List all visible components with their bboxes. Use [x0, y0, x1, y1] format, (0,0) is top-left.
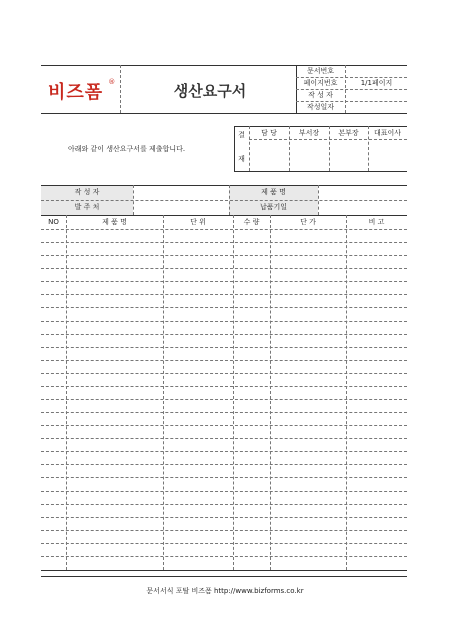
meta-label-author: 작 성 자 [308, 91, 333, 99]
table-row[interactable] [41, 505, 407, 518]
table-row[interactable] [41, 322, 407, 335]
table-row[interactable] [41, 544, 407, 557]
approval-side-label-top: 결 [238, 131, 245, 139]
table-row[interactable] [41, 439, 407, 452]
delivery-date-label: 납품기일 [259, 203, 288, 211]
signature-box-ceo[interactable] [369, 140, 406, 170]
table-row[interactable] [41, 387, 407, 400]
author-field[interactable] [134, 186, 228, 199]
table-row[interactable] [41, 361, 407, 374]
approval-role-dept-head: 부서장 [298, 129, 320, 137]
table-row[interactable] [41, 413, 407, 426]
logo-text: 비즈폼 [48, 82, 104, 103]
meta-label-page-no: 페이지번호 [303, 79, 338, 87]
table-row[interactable] [41, 230, 407, 243]
orderer-field[interactable] [134, 201, 228, 214]
table-row[interactable] [41, 465, 407, 478]
table-row[interactable] [41, 478, 407, 491]
signature-box-division-head[interactable] [330, 140, 367, 170]
registered-icon: ® [108, 78, 116, 86]
table-row[interactable] [41, 269, 407, 282]
table-row[interactable] [41, 492, 407, 505]
approval-role-division-head: 본부장 [338, 129, 359, 137]
signature-box-dept-head[interactable] [290, 140, 328, 170]
table-row[interactable] [41, 531, 407, 544]
table-row[interactable] [41, 400, 407, 413]
table-row[interactable] [41, 374, 407, 387]
column-header-quantity: 수 량 [243, 218, 260, 226]
meta-label-doc-no: 문서번호 [306, 67, 335, 75]
intro-text: 아래와 같이 생산요구서를 제출합니다. [68, 145, 186, 153]
meta-value-page-no[interactable]: 1/1페이지 [360, 79, 393, 87]
table-row[interactable] [41, 308, 407, 321]
delivery-date-field[interactable] [319, 201, 406, 214]
table-row[interactable] [41, 518, 407, 531]
table-row[interactable] [41, 243, 407, 256]
table-row[interactable] [41, 426, 407, 439]
orderer-label: 발 주 처 [74, 203, 100, 211]
column-header-product: 제 품 명 [102, 218, 127, 226]
meta-label-date: 작성일자 [306, 103, 335, 111]
table-row[interactable] [41, 452, 407, 465]
page-title: 생산요구서 [173, 82, 247, 100]
approval-role-ceo: 대표이사 [373, 129, 402, 137]
table-row[interactable] [41, 256, 407, 269]
approval-side-label-bottom: 재 [238, 155, 245, 163]
column-header-unit: 단 위 [190, 218, 206, 226]
product-name-label: 제 품 명 [261, 188, 286, 196]
logo [48, 78, 118, 102]
column-header-unit-price: 단 가 [300, 218, 316, 226]
table-row[interactable] [41, 348, 407, 361]
table-body [41, 230, 407, 570]
table-row[interactable] [41, 295, 407, 308]
column-header-no: NO [48, 218, 59, 226]
table-row[interactable] [41, 282, 407, 295]
product-name-field[interactable] [319, 186, 406, 199]
footer-text: 문서서식 포탈 비즈폼 http://www.bizforms.co.kr [146, 587, 304, 595]
author-label: 작 성 자 [74, 188, 100, 196]
table-row[interactable] [41, 557, 407, 570]
approval-role-manager: 담 당 [261, 129, 277, 137]
signature-box-manager[interactable] [250, 140, 288, 170]
column-header-remarks: 비 고 [368, 218, 385, 226]
table-row[interactable] [41, 335, 407, 348]
